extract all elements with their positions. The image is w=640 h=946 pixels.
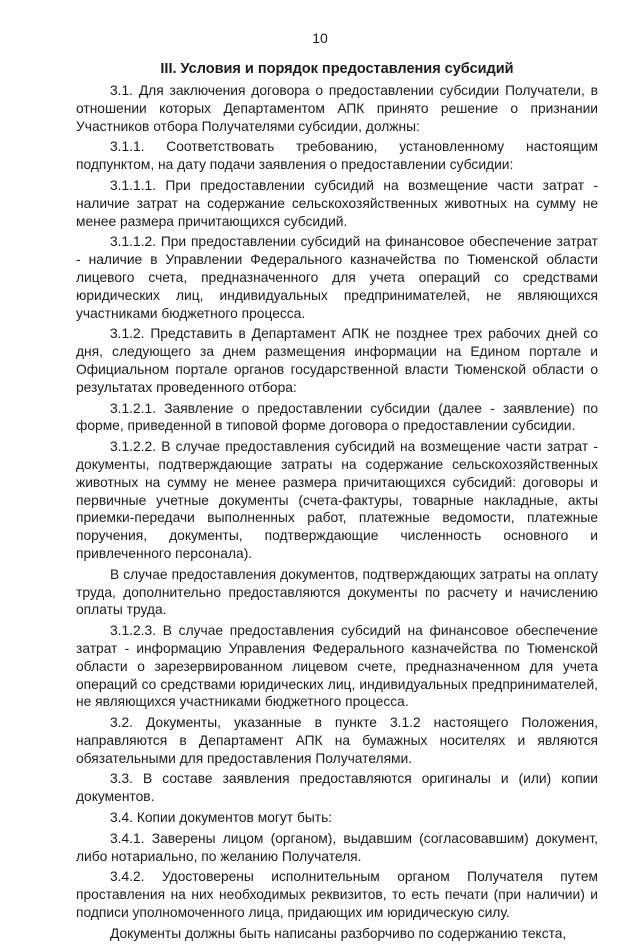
paragraph-3-2: 3.2. Документы, указанные в пункте 3.1.2 настоящего Положения, направляются в Департамент АПК на бумажных носителях и являются обязательными для предоставления Получателями. xyxy=(76,715,598,766)
page-number: 10 xyxy=(312,30,328,46)
paragraph-3-1-1-1: 3.1.1.1. При предоставлении субсидий на возмещение части затрат - наличие затрат на содержание сельскохозяйственных животных на сумму не менее размера причитающихся субсидий. xyxy=(76,177,598,229)
paragraph-3-1-2-1: 3.1.2.1. Заявление о предоставлении субсидии (далее - заявление) по форме, приведенной в типовой форме договора о предоставлении субсидии. xyxy=(76,400,598,434)
paragraph-3-3: 3.3. В составе заявления предоставляются оригиналы и (или) копии документов. xyxy=(76,771,598,805)
paragraph-documents-legibility: Документы должны быть написаны разборчиво по содержанию текста, xyxy=(110,925,567,941)
paragraph-3-1-2-2: 3.1.2.2. В случае предоставления субсидий на возмещение части затрат - документы, подтверждающие затраты на содержание сельскохозяйственных животных на сумму не менее размера причитающихся субсидий: договоры и первичные учетные документы (счета-фактуры, товарные накладные, акты приемки-передачи выполненных работ, платежные ведомости, платежные поручения, документы, подтверждающие численность основного и привлеченного персонала). xyxy=(76,439,598,561)
paragraph-3-1-1: 3.1.1. Соответствовать требованию, установленному настоящим подпунктом, на дату подачи заявления о предоставлении субсидии: xyxy=(76,139,598,173)
section-heading: III. Условия и порядок предоставления субсидий xyxy=(160,61,514,77)
paragraph-3-1-1-2: 3.1.1.2. При предоставлении субсидий на финансовое обеспечение затрат - наличие в Управлении Федерального казначейства по Тюменской области лицевого счета, предназначенного для учета операций со средствами юридических лиц, индивидуальных предпринимателей, не являющихся участниками бюджетного процесса. xyxy=(76,234,598,321)
paragraph-3-1-2: 3.1.2. Представить в Департамент АПК не позднее трех рабочих дней со дня, следующего за днем размещения информации на Едином портале и Официальном портале органов государственной власти Тюменской области о результатах проведенного отбора: xyxy=(76,326,598,395)
document-body xyxy=(76,60,598,946)
paragraph-3-1: 3.1. Для заключения договора о предоставлении субсидии Получатели, в отношении которых Департаментом АПК принято решение о признании Участников отбора Получателями субсидии, должны: xyxy=(76,83,598,134)
paragraph-labor-costs: В случае предоставления документов, подтверждающих затраты на оплату труда, дополнительно предоставляются документы по расчету и начислению оплаты труда. xyxy=(76,566,598,618)
paragraph-3-1-2-3: 3.1.2.3. В случае предоставления субсидий на финансовое обеспечение затрат - информацию Управления Федерального казначейства по Тюменской области о зарезервированном лицевом счете, предназначенном для учета операций со средствами юридических лиц, индивидуальных предпринимателей, не являющихся участниками бюджетного процесса. xyxy=(76,623,598,710)
paragraph-3-4-2: 3.4.2. Удостоверены исполнительным органом Получателя путем проставления на них необходимых реквизитов, то есть печати (при наличии) и подписи уполномоченного лица, придающих им юридическую силу. xyxy=(76,869,598,921)
paragraph-3-4-1: 3.4.1. Заверены лицом (органом), выдавшим (согласовавшим) документ, либо нотариально, по желанию Получателя. xyxy=(76,830,598,864)
paragraph-3-4: 3.4. Копии документов могут быть: xyxy=(110,810,333,826)
